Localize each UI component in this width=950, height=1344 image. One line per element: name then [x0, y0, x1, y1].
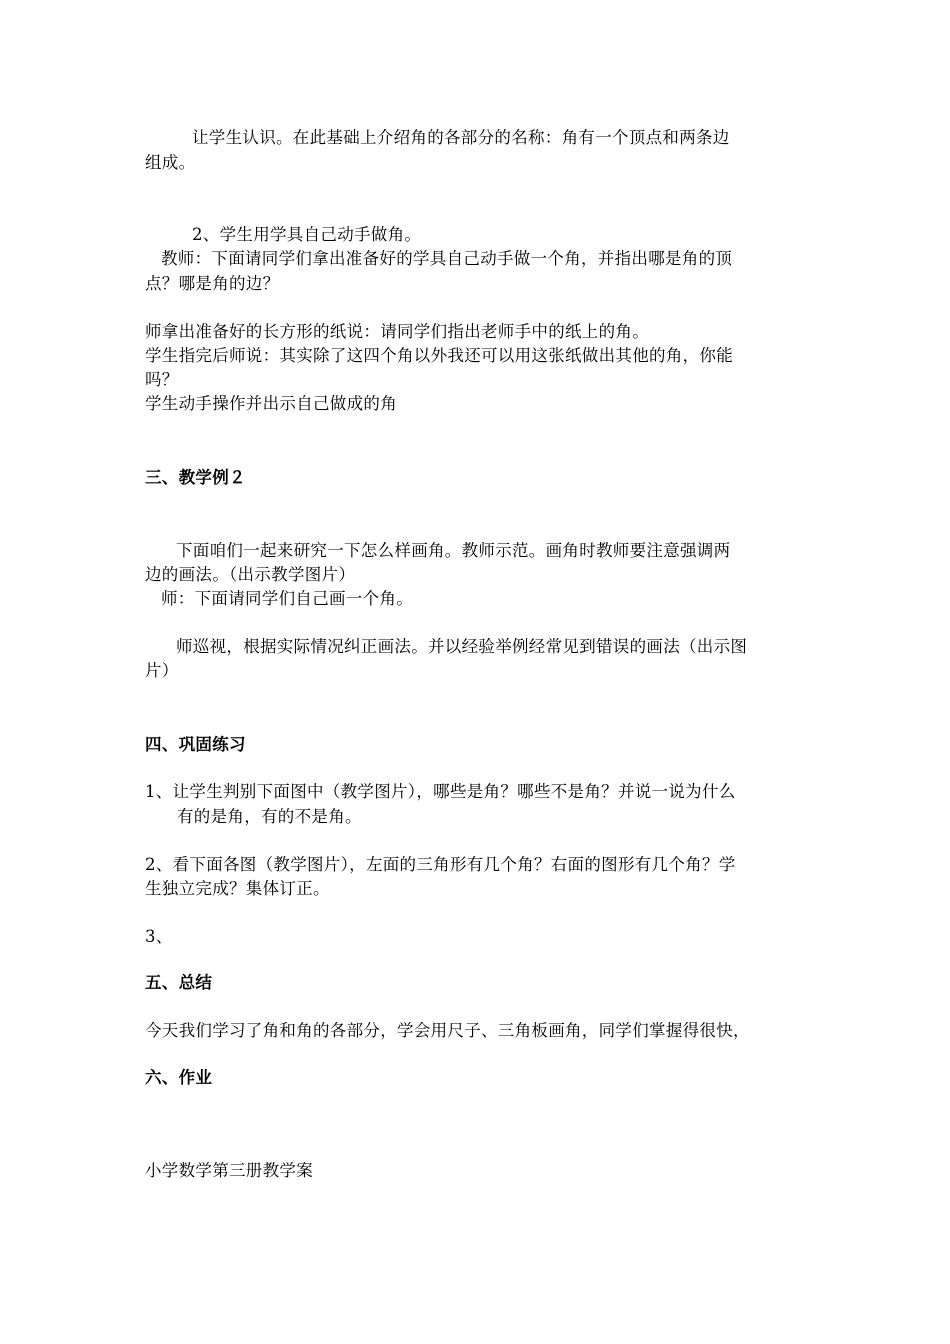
paragraph-line: 点？哪是角的边？ [145, 274, 280, 293]
section-heading: 三、教学例２ [145, 468, 246, 487]
paragraph-line: 1、让学生判别下面图中（教学图片），哪些是角？哪些不是角？并说一说为什么 [145, 782, 736, 801]
section-heading: 六、作业 [145, 1068, 213, 1087]
paragraph-line: 下面咱们一起来研究一下怎么样画角。教师示范。画角时教师要注意强调两 [176, 541, 731, 560]
paragraph-line: 让学生认识。在此基础上介绍角的各部分的名称：角有一个顶点和两条边 [192, 128, 730, 147]
paragraph-line: 学生指完后师说：其实除了这四个角以外我还可以用这张纸做出其他的角，你能 [145, 346, 733, 365]
paragraph-line: 组成。 [145, 153, 196, 172]
paragraph-line: 师拿出准备好的长方形的纸说：请同学们指出老师手中的纸上的角。 [145, 322, 649, 341]
paragraph-line: 2、看下面各图（教学图片），左面的三角形有几个角？右面的图形有几个角？学 [145, 855, 736, 874]
document-footer-title: 小学数学第三册教学案 [145, 1161, 313, 1180]
paragraph-line: 吗？ [145, 370, 179, 389]
paragraph-line: 有的是角，有的不是角。 [177, 807, 362, 826]
paragraph-line: 3、 [145, 927, 173, 946]
paragraph-line: 师巡视，根据实际情况纠正画法。并以经验举例经常见到错误的画法（出示图 [176, 637, 748, 656]
paragraph-line: 2、学生用学具自己动手做角。 [192, 225, 422, 244]
paragraph-line: 师：下面请同学们自己画一个角。 [161, 589, 413, 608]
paragraph-line: 边的画法。（出示教学图片） [145, 565, 356, 584]
paragraph-line: 学生动手操作并出示自己做成的角 [145, 394, 397, 413]
paragraph-line: 今天我们学习了角和角的各部分，学会用尺子、三角板画角，同学们掌握得很快， [145, 1021, 750, 1040]
paragraph-line: 生独立完成？集体订正。 [145, 879, 330, 898]
section-heading: 五、总结 [145, 973, 213, 992]
section-heading: 四、巩固练习 [145, 735, 246, 754]
paragraph-line: 教师：下面请同学们拿出准备好的学具自己动手做一个角，并指出哪是角的顶 [161, 249, 733, 268]
paragraph-line: 片） [145, 661, 179, 680]
